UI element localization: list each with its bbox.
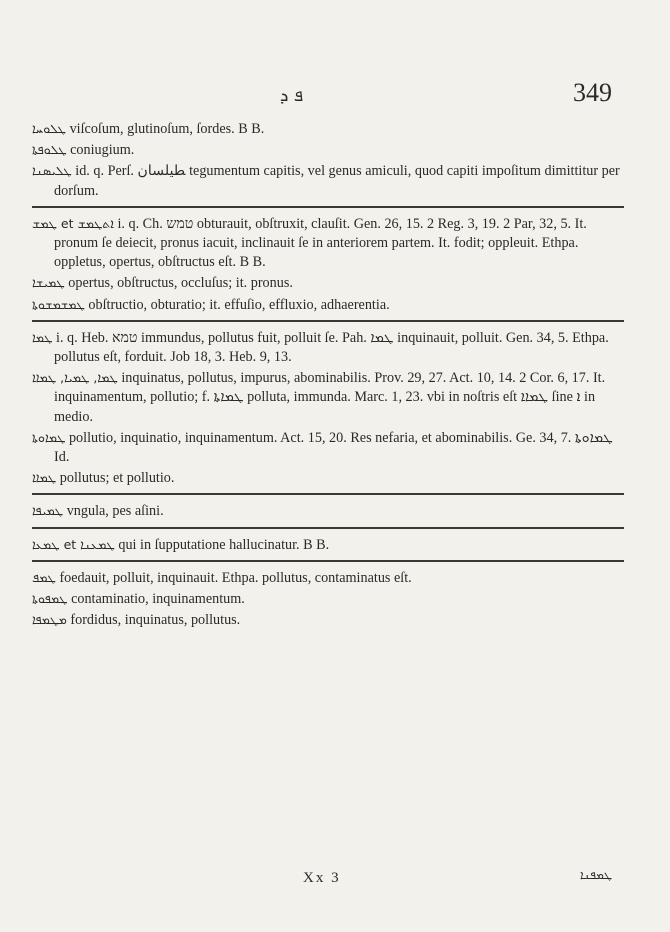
section-divider <box>32 527 624 529</box>
page-footer <box>0 866 670 896</box>
entry-definition: pollutus; et pollutio. <box>59 470 175 487</box>
section-divider <box>32 206 624 208</box>
dictionary-entry <box>32 368 624 427</box>
syriac-headword: ܛܡܫܡܫܘܬܐ <box>32 296 85 312</box>
page-header <box>0 78 670 114</box>
dictionary-section <box>32 535 624 555</box>
dictionary-entry <box>32 428 624 467</box>
dictionary-section <box>32 568 624 631</box>
signature-mark: Xx 3 <box>303 870 341 886</box>
dictionary-entry <box>32 535 624 555</box>
entry-definition: coniugium. <box>70 142 135 159</box>
syriac-headword: ܡܛܡܦܐ <box>32 612 67 628</box>
entry-definition: id. q. Perſ. ‍طيلسان tegumentum capitis, vel genus amiculi, quod capiti impoſitum dimittitur per dorſum. <box>54 163 620 199</box>
syriac-headword: ܛܡܦ <box>32 569 56 585</box>
dictionary-entry <box>32 328 624 367</box>
syriac-headword: ܛܠܝܣܢܐ <box>32 163 72 179</box>
entry-definition: i. q. Ch. טמש obturauit, obſtruxit, clauſit. Gen. 26, 15. 2 Reg. 3, 19. 2 Par, 32, 5. It. pronum ſe deiecit, pronus iacuit, inclinauit ſe in anteriorem partem. It. fodit; oppleuit. Ethpa. oppletus, opertus, obſtructus eſt. B B. <box>54 215 587 271</box>
dictionary-entry <box>32 468 624 488</box>
catchword: ܛܡܦܢܐ <box>579 868 612 882</box>
syriac-headword: ܛܡܐ <box>32 329 53 345</box>
dictionary-entry <box>32 119 624 139</box>
syriac-headword: ܛܡܐ, ܛܡܝܐ, ܛܡܐܐ <box>32 370 118 386</box>
dictionary-entry <box>32 140 624 160</box>
syriac-headword: ܛܠܘܚܐ <box>32 121 67 136</box>
entry-definition: viſcoſum, glutinoſum, ſordes. B B. <box>69 121 265 137</box>
entry-definition: qui in ſupputatione hallucinatur. B B. <box>118 536 330 553</box>
entry-definition: pollutio, inquinatio, inquinamentum. Act. 15, 20. Res nefaria, et abominabilis. Ge. 34, 7. ܛܡܐܘܬܐ Id. <box>54 429 613 466</box>
dictionary-entry <box>32 568 624 588</box>
syriac-headword: ܛܡܦܘܬܐ <box>32 591 68 607</box>
dictionary-entry <box>32 610 624 630</box>
section-divider <box>32 493 624 495</box>
syriac-headword: ܛܠܘܦܬܐ <box>32 142 67 158</box>
entry-definition: foedauit, polluit, inquinauit. Ethpa. pollutus, contaminatus eſt. <box>59 569 412 586</box>
dictionary-section <box>32 214 624 315</box>
syriac-headword: ܛܡܝܫܐ <box>32 275 65 291</box>
entry-definition: opertus, obſtructus, occluſus; it. pronus. <box>68 275 293 292</box>
entry-definition: inquinatus, pollutus, impurus, abominabilis. Prov. 29, 27. Act. 10, 14. 2 Cor. 6, 17. It. inquinamentum, pollutio; f. ܛܡܐܬܐ polluta, immunda. Marc. 1, 23. vbi in noſtris eſt ܛܡܐܐ ſine ܐ in medio. <box>54 370 606 425</box>
dictionary-entry <box>32 501 624 521</box>
section-divider <box>32 320 624 322</box>
syriac-headword: ܛܡܐܐ <box>32 470 57 486</box>
syriac-headword: ܛܡܥܐ et ܛܡܥܢܐ <box>32 536 115 552</box>
dictionary-entry <box>32 273 624 293</box>
syriac-headword: ܛܡܐܘܬܐ <box>32 429 66 445</box>
dictionary-section <box>32 328 624 489</box>
dictionary-content <box>32 118 624 631</box>
dictionary-section <box>32 119 624 201</box>
entry-definition: i. q. Heb. טמא immundus, pollutus fuit, polluit ſe. Pah. ܛܡܐ inquinauit, polluit. Gen. 34, 5. Ethpa. pollutus eſt, forduit. Job 18, 3. Heb. 9, 13. <box>54 329 609 366</box>
dictionary-entry <box>32 161 624 200</box>
syriac-headword: ܛܡܝܦܐ <box>32 503 64 519</box>
entry-definition: fordidus, inquinatus, pollutus. <box>70 612 241 629</box>
entry-definition: vngula, pes aſini. <box>66 503 164 520</box>
entry-definition: contaminatio, inquinamentum. <box>71 591 245 608</box>
section-divider <box>32 560 624 562</box>
dictionary-entry <box>32 589 624 609</box>
dictionary-entry <box>32 214 624 273</box>
dictionary-entry <box>32 295 624 315</box>
dictionary-section <box>32 501 624 521</box>
running-head-letters: ܦ ܕ <box>280 86 304 106</box>
page-number: 349 <box>573 78 612 107</box>
entry-definition: obſtructio, obturatio; it. effuſio, effluxio, adhaerentia. <box>88 296 390 313</box>
syriac-headword: ܛܡܫ et ܐܬܛܡܫ <box>32 215 114 231</box>
